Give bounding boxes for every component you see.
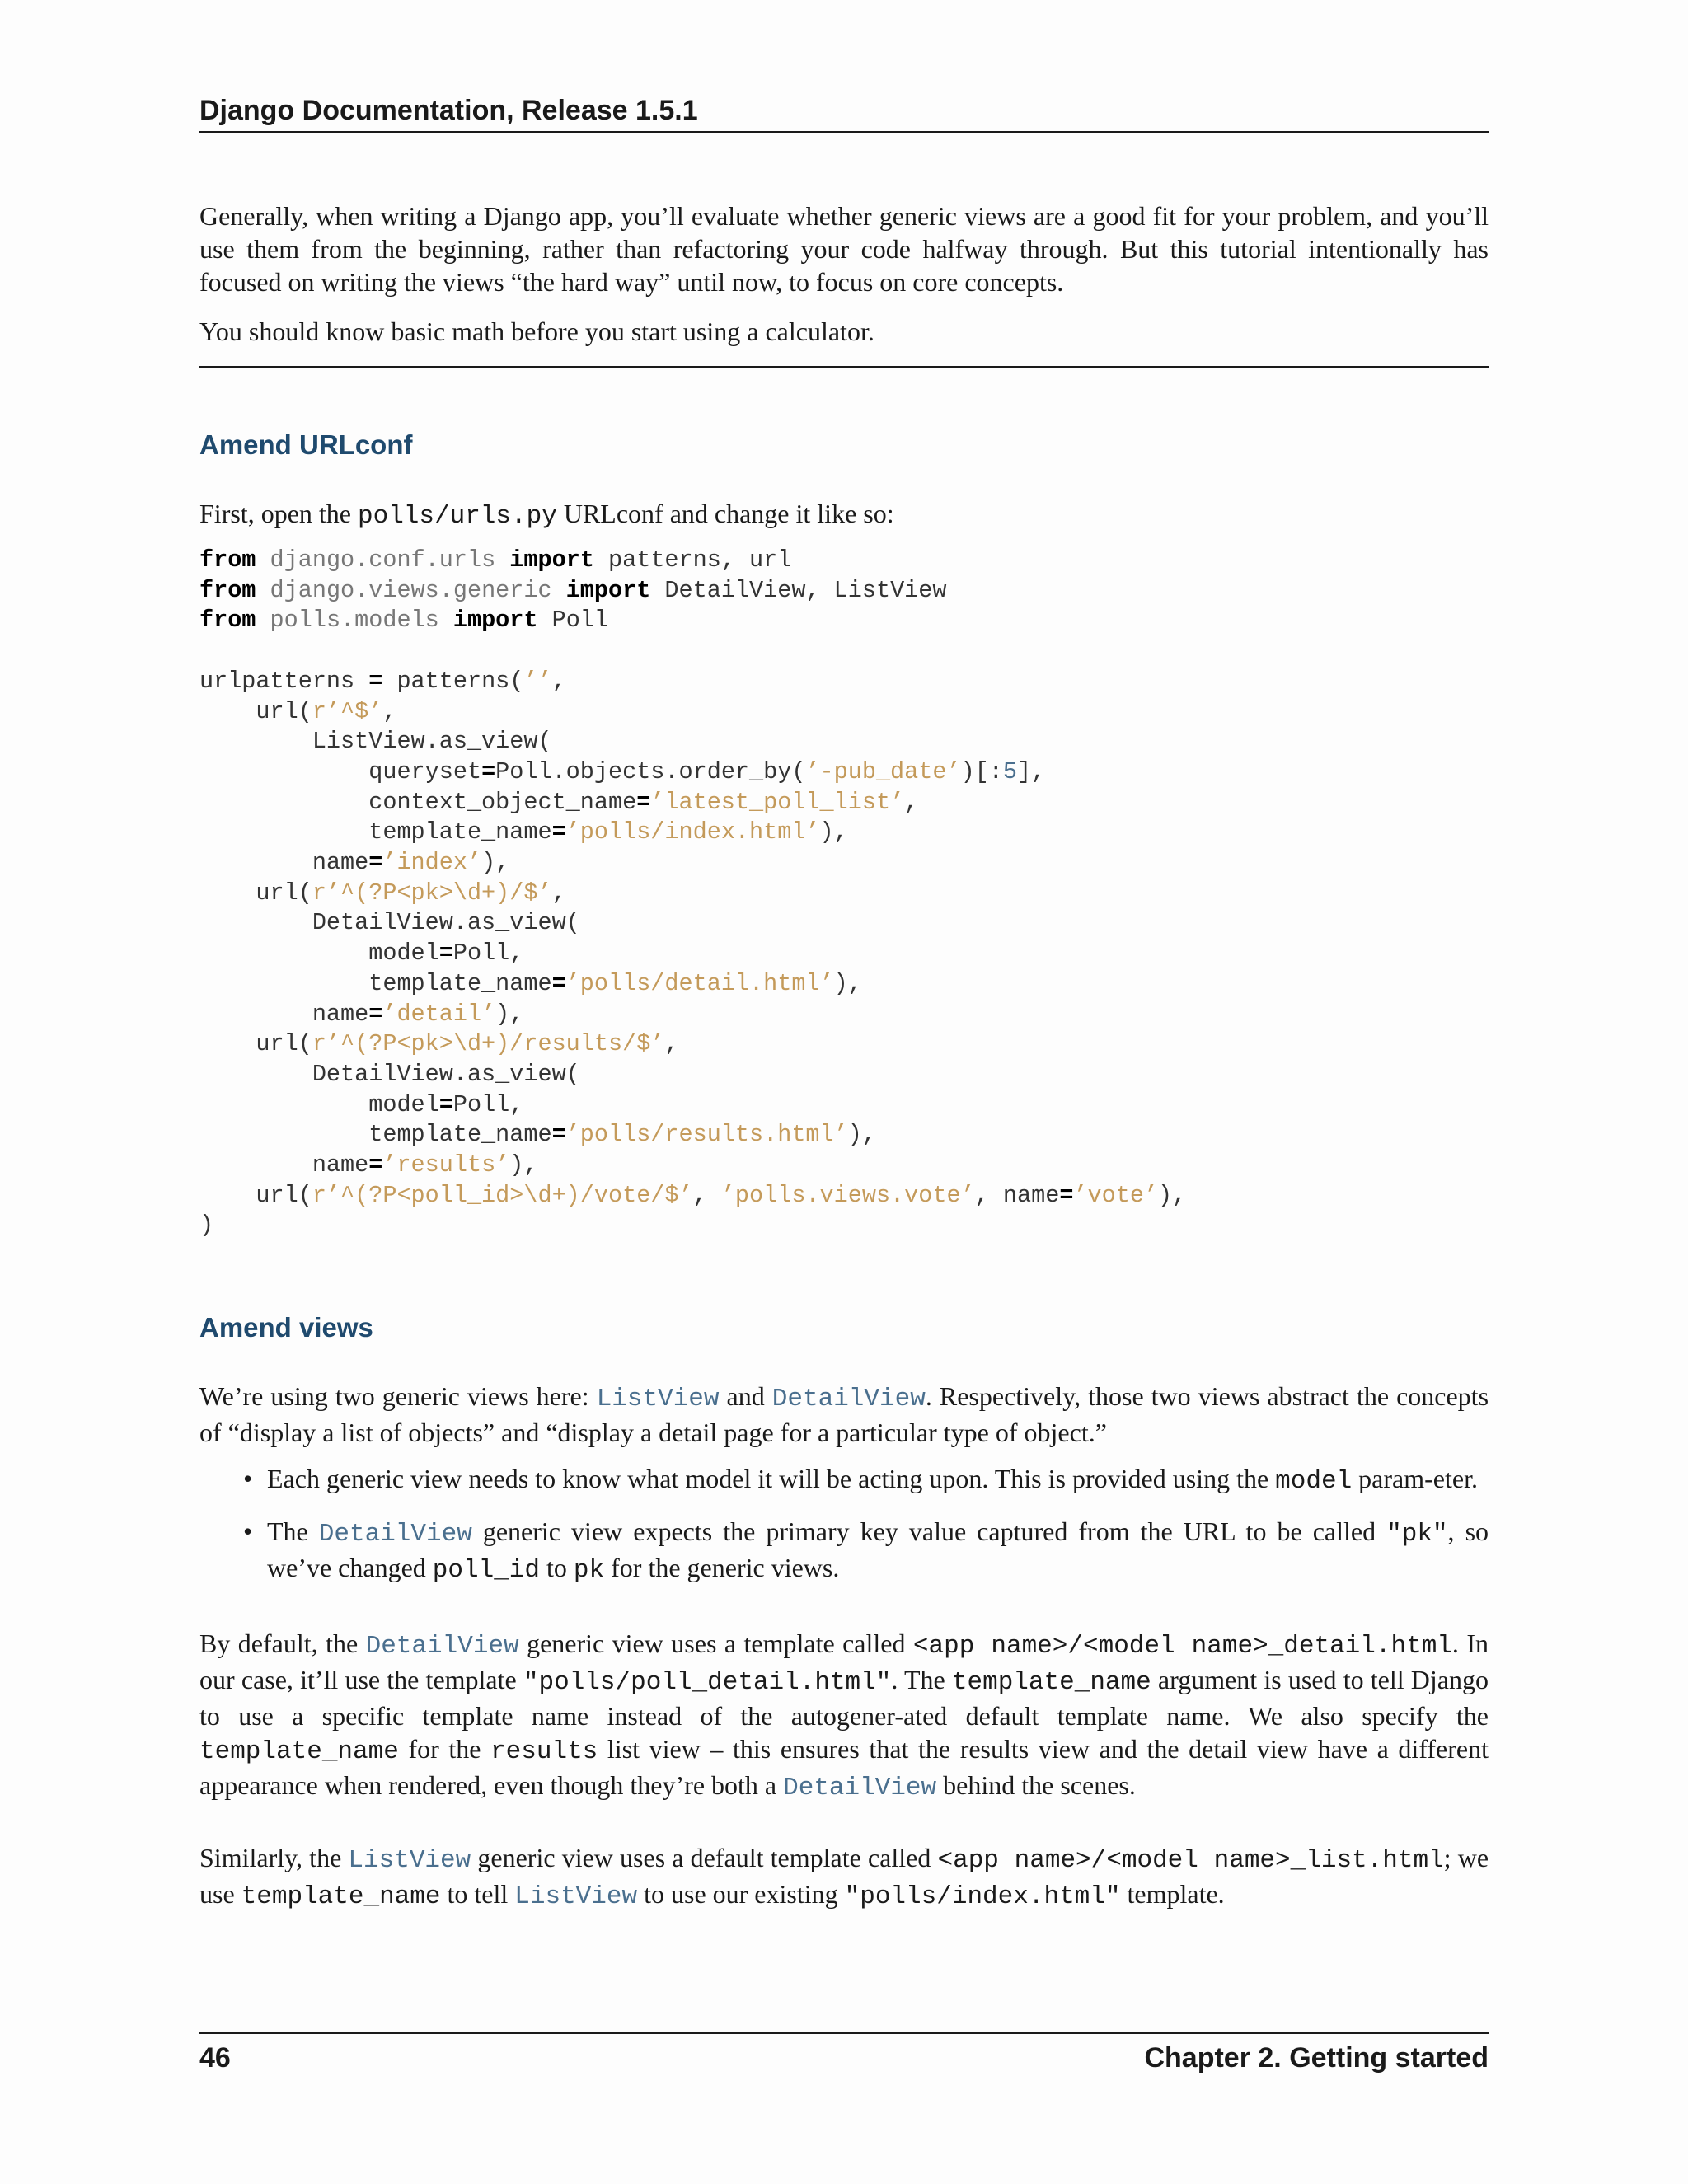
- class-reference-link[interactable]: ListView: [514, 1882, 638, 1911]
- code-line: ListView.as_view(: [199, 728, 552, 756]
- code-line: DetailView.as_view(: [199, 1060, 580, 1088]
- page-footer: [199, 2032, 1489, 2077]
- bullet-icon: •: [243, 1516, 253, 1546]
- class-reference-link[interactable]: DetailView: [365, 1632, 519, 1661]
- document-page: [199, 0, 1489, 2184]
- code-line: url(r’^(?P<pk>\d+)/$’,: [199, 879, 566, 907]
- inline-code: template_name: [199, 1737, 399, 1766]
- code-line: from django.views.generic import DetailView, ListView: [199, 576, 947, 604]
- divider: [199, 366, 1489, 368]
- intro-paragraph: Generally, when writing a Django app, you’ll evaluate whether generic views are a good fit for your problem, and you’ll use them from the beginning, rather than refactoring your code halfway through. But this tutorial intentionally has focused on writing the views “the hard way” until now, to focus on core concepts.: [199, 201, 1489, 297]
- inline-code: <app name>/<model name>_detail.html: [912, 1632, 1452, 1661]
- code-line: name=’detail’),: [199, 1000, 524, 1028]
- code-line: name=’index’),: [199, 849, 510, 877]
- code-line: model=Poll,: [199, 940, 524, 968]
- views-paragraph-1: We’re using two generic views here: ListView and DetailView. Respectively, those two views abstract the concepts of “display a list of objects” and “display a detail page for a particular type of object.”: [199, 1381, 1489, 1447]
- code-line: from django.conf.urls import patterns, url: [199, 546, 792, 574]
- code-line: urlpatterns = patterns(’’,: [199, 667, 566, 695]
- code-line: DetailView.as_view(: [199, 909, 580, 937]
- chapter-title: Chapter 2. Getting started: [1144, 2042, 1489, 2074]
- class-reference-link[interactable]: ListView: [596, 1385, 720, 1413]
- inline-code: "pk": [1386, 1520, 1448, 1549]
- bullet-icon: •: [243, 1464, 253, 1493]
- class-reference-link[interactable]: DetailView: [771, 1385, 926, 1413]
- code-line: queryset=Poll.objects.order_by(’-pub_date’)[:5],: [199, 757, 1046, 785]
- views-paragraph-2: By default, the DetailView generic view uses a template called <app name>/<model name>_detail.html. In our case, it’ll use the template "polls/poll_detail.html". The template_name argument is used to tell Django to use a specific template name instead of the autogener-ated default template name. We also specify the template_name for the results list view – this ensures that the results view and the detail view have a different appearance when rendered, even though they’re both a DetailView behind the scenes.: [199, 1629, 1489, 1802]
- inline-code: <app name>/<model name>_list.html: [937, 1846, 1444, 1875]
- bullet-item: • The DetailView generic view expects the primary key value captured from the URL to be called "pk", so we’ve changed poll_id to pk for the generic views.: [243, 1516, 1489, 1585]
- running-header: Django Documentation, Release 1.5.1: [199, 91, 1489, 133]
- inline-code: pk: [573, 1556, 605, 1585]
- class-reference-link[interactable]: DetailView: [783, 1774, 937, 1802]
- section-heading-views: Amend views: [199, 1312, 373, 1343]
- class-reference-link[interactable]: DetailView: [318, 1520, 472, 1549]
- code-line: template_name=’polls/index.html’),: [199, 818, 848, 846]
- urlconf-lead: First, open the polls/urls.py URLconf and change it like so:: [199, 499, 894, 531]
- code-line: url(r’^$’,: [199, 697, 397, 725]
- inline-code: model: [1275, 1467, 1353, 1496]
- code-line: url(r’^(?P<poll_id>\d+)/vote/$’, ’polls.views.vote’, name=’vote’),: [199, 1181, 1187, 1209]
- bullet-list: [199, 1462, 1489, 1604]
- bullet-item: • Each generic view needs to know what model it will be acting upon. This is provided using the model param-eter.: [243, 1464, 1478, 1496]
- section-heading-urlconf: Amend URLconf: [199, 429, 413, 460]
- code-block: [199, 546, 1489, 1241]
- inline-code: template_name: [241, 1882, 441, 1911]
- inline-code: "polls/index.html": [844, 1882, 1121, 1911]
- class-reference-link[interactable]: ListView: [348, 1846, 471, 1875]
- code-line: model=Poll,: [199, 1090, 524, 1118]
- inline-code: "polls/poll_detail.html": [523, 1668, 892, 1697]
- inline-code: poll_id: [432, 1556, 541, 1585]
- code-line: template_name=’polls/results.html’),: [199, 1121, 876, 1149]
- inline-code: template_name: [951, 1668, 1151, 1697]
- intro-note: You should know basic math before you start using a calculator.: [199, 316, 874, 346]
- code-line: context_object_name=’latest_poll_list’,: [199, 788, 919, 816]
- code-line: url(r’^(?P<pk>\d+)/results/$’,: [199, 1030, 679, 1058]
- code-line: template_name=’polls/detail.html’),: [199, 969, 862, 997]
- page-number: 46: [199, 2042, 231, 2074]
- code-line: name=’results’),: [199, 1151, 538, 1179]
- inline-code: polls/urls.py: [357, 502, 557, 531]
- code-line: ): [199, 1212, 214, 1240]
- inline-code: results: [490, 1737, 598, 1766]
- views-paragraph-3: Similarly, the ListView generic view uses a default template called <app name>/<model name>_list.html; we use template_name to tell ListView to use our existing "polls/index.html" template.: [199, 1843, 1489, 1911]
- code-line: from polls.models import Poll: [199, 607, 609, 635]
